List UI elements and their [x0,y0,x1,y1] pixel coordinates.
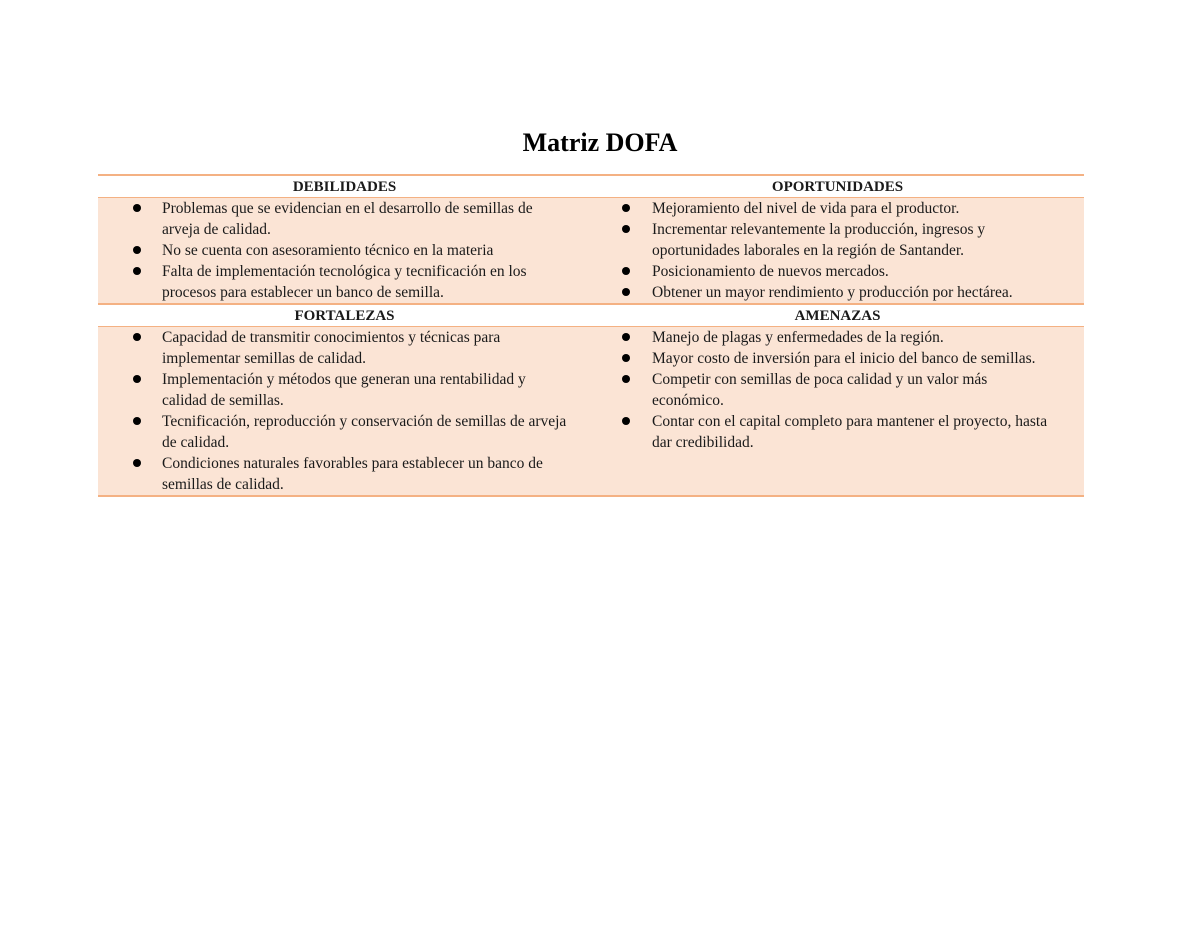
bullet-icon [133,417,141,425]
bullet-icon [622,267,630,275]
list-item: Condiciones naturales favorables para establecer un banco de semillas de calidad. [98,453,591,495]
bullet-icon [622,354,630,362]
bullet-icon [133,204,141,212]
bullet-icon [133,267,141,275]
bullet-icon [133,246,141,254]
bullet-icon [622,225,630,233]
list-item: Obtener un mayor rendimiento y producción por hectárea. [591,282,1084,303]
list-item: Incrementar relevantemente la producción, ingresos y oportunidades laborales en la región de Santander. [591,219,1084,261]
list-item: Posicionamiento de nuevos mercados. [591,261,1084,282]
list-item: Problemas que se evidencian en el desarrollo de semillas de arveja de calidad. [98,198,591,240]
list-item: Contar con el capital completo para mantener el proyecto, hasta dar credibilidad. [591,411,1084,453]
header-row-top [98,175,1084,198]
dofa-matrix-table [98,174,1084,497]
content-row-top [98,198,1084,305]
bullet-icon [622,204,630,212]
list-item: No se cuenta con asesoramiento técnico en la materia [98,240,591,261]
list-item: Implementación y métodos que generan una rentabilidad y calidad de semillas. [98,369,591,411]
heading-debilidades: DEBILIDADES [98,175,591,198]
bullet-icon [622,375,630,383]
heading-fortalezas: FORTALEZAS [98,304,591,327]
list-item: Mejoramiento del nivel de vida para el productor. [591,198,1084,219]
list-item: Manejo de plagas y enfermedades de la región. [591,327,1084,348]
bullet-icon [133,459,141,467]
list-item: Capacidad de transmitir conocimientos y técnicas para implementar semillas de calidad. [98,327,591,369]
list-fortalezas [98,327,591,495]
bullet-icon [622,333,630,341]
list-item: Falta de implementación tecnológica y tecnificación en los procesos para establecer un banco de semilla. [98,261,591,303]
list-amenazas [591,327,1084,453]
list-item: Tecnificación, reproducción y conservación de semillas de arveja de calidad. [98,411,591,453]
bullet-icon [133,333,141,341]
bullet-icon [622,417,630,425]
cell-oportunidades [591,198,1084,305]
bullet-icon [133,375,141,383]
content-row-bottom [98,327,1084,497]
bullet-icon [622,288,630,296]
cell-fortalezas [98,327,591,497]
cell-debilidades [98,198,591,305]
header-row-bottom [98,304,1084,327]
list-item: Competir con semillas de poca calidad y un valor más económico. [591,369,1084,411]
heading-amenazas: AMENAZAS [591,304,1084,327]
heading-oportunidades: OPORTUNIDADES [591,175,1084,198]
cell-amenazas [591,327,1084,497]
page-title: Matriz DOFA [522,128,678,157]
list-item: Mayor costo de inversión para el inicio del banco de semillas. [591,348,1084,369]
list-oportunidades [591,198,1084,303]
list-debilidades [98,198,591,303]
